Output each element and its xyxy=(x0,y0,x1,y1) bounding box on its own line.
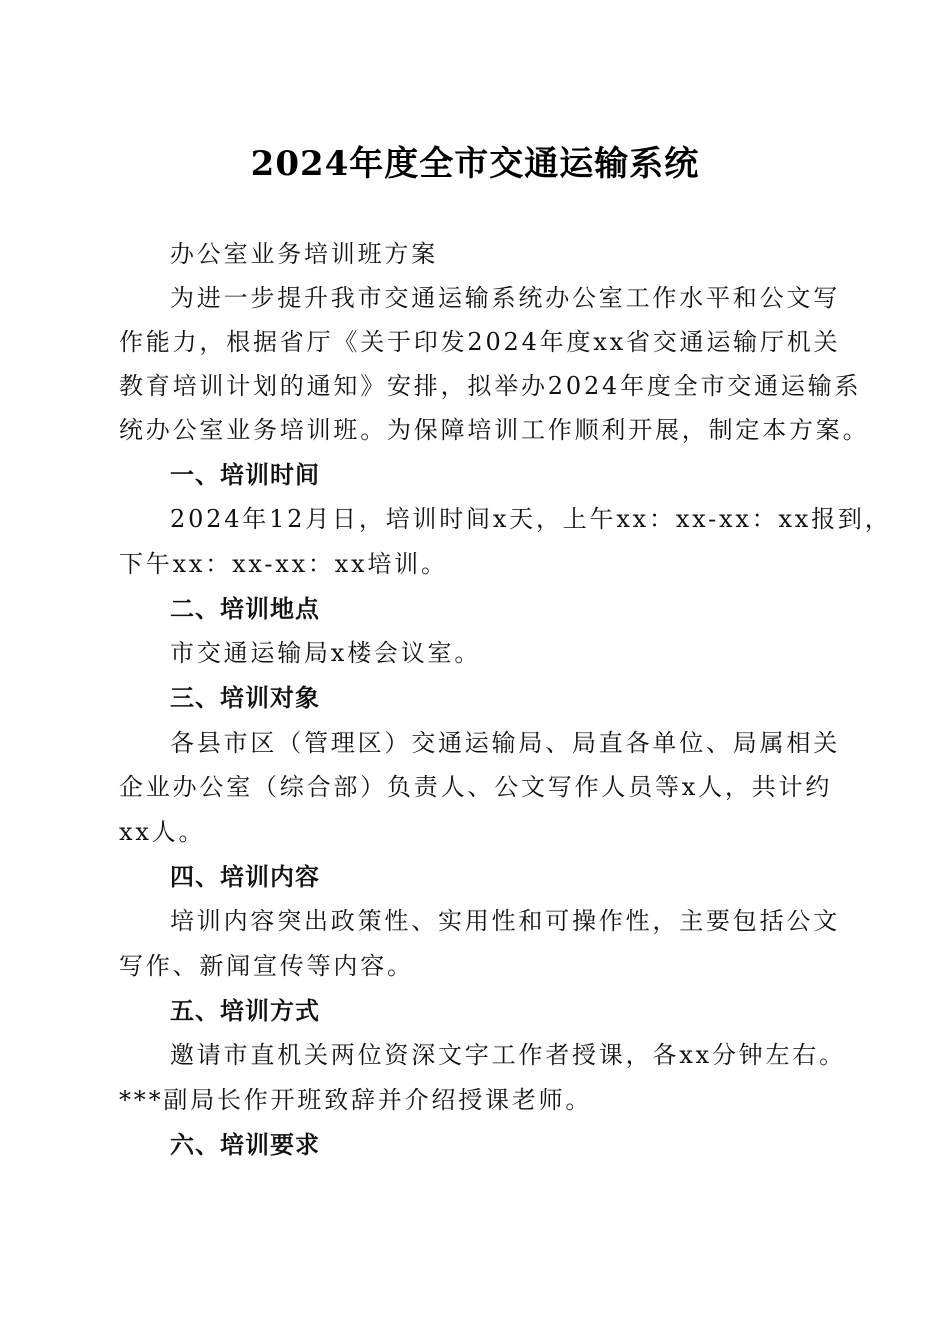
section-time-line: 下午xx：xx-xx：xx培训。 xyxy=(119,550,448,578)
section-content-line: 写作、新闻宣传等内容。 xyxy=(119,952,414,980)
section-content-line: 培训内容突出政策性、实用性和可操作性，主要包括公文 xyxy=(170,907,840,935)
section-location-line: 市交通运输局x楼会议室。 xyxy=(170,639,482,667)
section-heading-content: 四、培训内容 xyxy=(170,863,320,891)
document-title: 2024年度全市交通运输系统 xyxy=(250,144,700,184)
section-method-line: ***副局长作开班致辞并介绍授课老师。 xyxy=(119,1086,593,1114)
section-heading-location: 二、培训地点 xyxy=(170,595,320,623)
section-heading-method: 五、培训方式 xyxy=(170,997,320,1025)
section-method-line: 邀请市直机关两位资深文字工作者授课，各xx分钟左右。 xyxy=(170,1041,846,1069)
section-audience-line: xx人。 xyxy=(119,818,206,846)
section-audience-line: 各县市区（管理区）交通运输局、局直各单位、局属相关 xyxy=(170,729,840,757)
section-heading-requirements: 六、培训要求 xyxy=(170,1131,320,1159)
document-subtitle: 办公室业务培训班方案 xyxy=(170,240,438,268)
section-heading-audience: 三、培训对象 xyxy=(170,684,320,712)
intro-line: 为进一步提升我市交通运输系统办公室工作水平和公文写 xyxy=(170,284,840,312)
intro-line: 作能力，根据省厅《关于印发2024年度xx省交通运输厅机关 xyxy=(119,328,841,356)
section-time-line: 2024年12月日，培训时间x天，上午xx：xx-xx：xx报到， xyxy=(170,505,892,533)
intro-line: 统办公室业务培训班。为保障培训工作顺利开展，制定本方案。 xyxy=(119,416,870,444)
section-audience-line: 企业办公室（综合部）负责人、公文写作人员等x人，共计约 xyxy=(119,773,833,801)
intro-line: 教育培训计划的通知》安排，拟举办2024年度全市交通运输系 xyxy=(119,372,862,400)
section-heading-time: 一、培训时间 xyxy=(170,461,320,489)
